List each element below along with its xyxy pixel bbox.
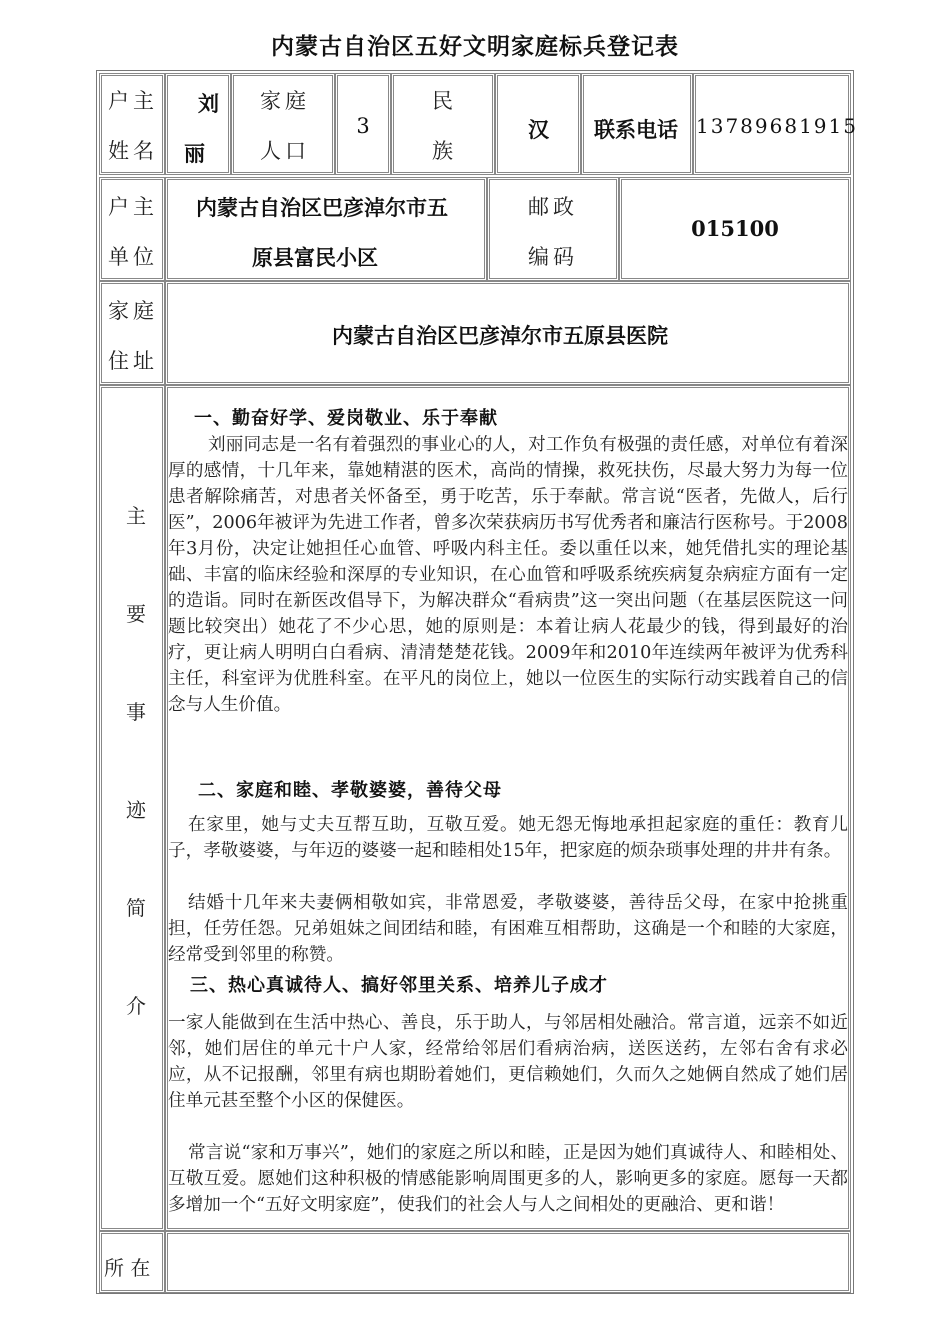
household-size-value: 3 xyxy=(356,114,370,138)
household-size-value-cell xyxy=(335,73,391,175)
deeds-label-char-2: 要 xyxy=(126,602,146,626)
owner-name-value-1: 刘 xyxy=(198,91,219,116)
deeds-label-char-6: 介 xyxy=(126,994,146,1018)
employer-label-2: 单位 xyxy=(108,245,158,269)
owner-name-value-2: 丽 xyxy=(184,141,205,166)
address-label-cell xyxy=(99,281,165,385)
employer-value-1: 内蒙古自治区巴彦淖尔市五 xyxy=(196,195,448,220)
household-size-label-cell xyxy=(231,73,335,175)
postal-code-label-1: 邮政 xyxy=(528,195,578,219)
address-label-1: 家庭 xyxy=(108,299,158,323)
deeds-content-cell xyxy=(165,385,851,1231)
form-title: 内蒙古自治区五好文明家庭标兵登记表 xyxy=(271,33,679,60)
registration-form-table xyxy=(96,70,858,1294)
postal-code-label-cell xyxy=(487,177,619,281)
deeds-heading-1: 一、勤奋好学、爱岗敬业、乐于奉献 xyxy=(194,408,498,429)
phone-label: 联系电话 xyxy=(594,117,678,142)
employer-label-cell xyxy=(99,177,165,281)
owner-name-label-1: 户主 xyxy=(108,89,158,113)
deeds-label-char-4: 迹 xyxy=(126,798,146,822)
ethnicity-value: 汉 xyxy=(528,117,549,142)
household-size-label-1: 家庭 xyxy=(260,89,310,113)
deeds-label-cell xyxy=(99,385,165,1231)
postal-code-value-cell xyxy=(619,177,851,281)
phone-label-cell xyxy=(581,73,693,175)
employer-label-1: 户主 xyxy=(108,195,158,219)
address-label-2: 住址 xyxy=(108,349,158,373)
deeds-label-char-3: 事 xyxy=(126,700,146,724)
deeds-paragraph-4: 一家人能做到在生活中热心、善良，乐于助人，与邻居相处融洽。常言道，远亲不如近邻，她们居住的单元十户人家，经常给邻居们看病治病，送医送药，左邻右舍有求必应，从不记报酬，邻里有病也期盼着她们，更信赖她们，久而久之她俩自然成了她们居住单元甚至整个小区的保健医。 xyxy=(168,1013,848,1111)
location-label-cell xyxy=(99,1231,165,1293)
ethnicity-label-2: 族 xyxy=(432,139,457,163)
deeds-paragraph-2: 在家里，她与丈夫互帮互助，互敬互爱。她无怨无悔地承担起家庭的重任：教育儿子，孝敬婆婆，与年迈的婆婆一起和睦相处15年，把家庭的烦杂琐事处理的井井有条。 xyxy=(168,815,848,861)
postal-code-value: 015100 xyxy=(691,216,779,241)
deeds-paragraph-3: 结婚十几年来夫妻俩相敬如宾，非常恩爱，孝敬婆婆，善待岳父母，在家中抢挑重担，任劳任怨。兄弟姐妹之间团结和睦，有困难互相帮助，这确是一个和睦的大家庭，经常受到邻里的称赞。 xyxy=(168,893,848,965)
deeds-heading-3: 三、热心真诚待人、搞好邻里关系、培养儿子成才 xyxy=(190,975,608,996)
employer-value-2: 原县富民小区 xyxy=(252,245,378,270)
owner-name-label-cell xyxy=(99,73,165,175)
phone-value-cell xyxy=(693,73,858,175)
deeds-heading-2: 二、家庭和睦、孝敬婆婆，善待父母 xyxy=(198,780,502,801)
employer-value-cell xyxy=(165,177,487,281)
household-size-label-2: 人口 xyxy=(260,139,310,163)
owner-name-label-2: 姓名 xyxy=(108,139,158,163)
location-label: 所 在 xyxy=(104,1256,151,1280)
address-value-cell xyxy=(165,281,851,385)
ethnicity-label-cell xyxy=(391,73,495,175)
ethnicity-value-cell xyxy=(495,73,581,175)
location-value-cell xyxy=(165,1231,851,1293)
owner-name-value-cell xyxy=(165,73,231,175)
deeds-label-char-5: 简 xyxy=(126,896,146,920)
address-value: 内蒙古自治区巴彦淖尔市五原县医院 xyxy=(332,323,668,348)
deeds-label-char-1: 主 xyxy=(126,504,146,528)
postal-code-label-2: 编码 xyxy=(528,245,578,269)
ethnicity-label-1: 民 xyxy=(432,89,457,113)
phone-value: 13789681915 xyxy=(696,114,858,138)
deeds-paragraph-5: 常言说“家和万事兴”，她们的家庭之所以和睦，正是因为她们真诚待人、和睦相处、互敬互爱。愿她们这种积极的情感能影响周围更多的人，影响更多的家庭。愿每一天都多增加一个“五好文明家庭”，使我们的社会人与人之间相处的更融洽、更和谐！ xyxy=(168,1143,848,1215)
deeds-paragraph-1: 刘丽同志是一名有着强烈的事业心的人，对工作负有极强的责任感，对单位有着深厚的感情，十几年来，靠她精湛的医术，高尚的情操，救死扶伤，尽最大努力为每一位患者解除痛苦，对患者关怀备至，勇于吃苦，乐于奉献。常言说“医者，先做人，后行医”，2006年被评为先进工作者，曾多次荣获病历书写优秀者和廉洁行医称号。于2008年3月份，决定让她担任心血管、呼吸内科主任。委以重任以来，她凭借扎实的理论基础、丰富的临床经验和深厚的专业知识，在心血管和呼吸系统疾病复杂病症方面有一定的造诣。同时在新医改倡导下，为解决群众“看病贵”这一突出问题（在基层医院这一问题比较突出）她花了不少心思，她的原则是：本着让病人花最少的钱，得到最好的治疗，更让病人明明白白看病、清清楚楚花钱。2009年和2010年连续两年被评为优秀科主任，科室评为优胜科室。在平凡的岗位上，她以一位医生的实际行动实践着自己的信念与人生价值。 xyxy=(168,435,848,715)
